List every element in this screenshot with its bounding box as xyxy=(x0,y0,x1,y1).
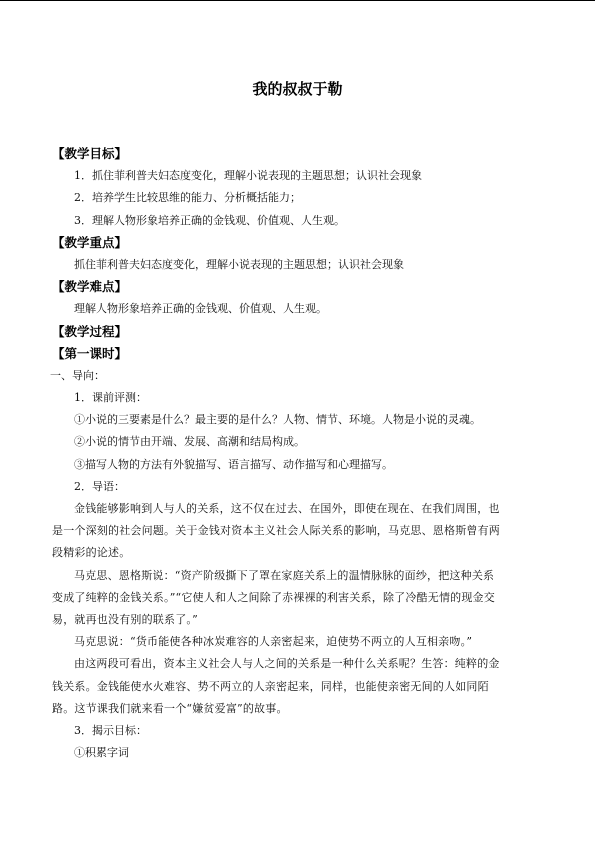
evaluation-item: ②小说的情节由开端、发展、高潮和结局构成。 xyxy=(74,435,305,449)
goal-item: 2．培养学生比较思维的能力、分析概括能力； xyxy=(74,191,301,205)
goal-item: 3．理解人物形象培养正确的金钱观、价值观、人生观。 xyxy=(74,213,345,227)
heading-first-lesson: 【第一课时】 xyxy=(52,345,128,361)
paragraph-line: 路。这节课我们就来看一个“嫌贫爱富”的故事。 xyxy=(52,701,288,715)
section-intro: 一、导向： xyxy=(50,368,105,382)
paragraph-line: 由这两段可看出，资本主义社会人与人之间的关系是一种什么关系呢？生答：纯粹的金 xyxy=(74,657,500,671)
document-title: 我的叔叔于勒 xyxy=(252,80,343,98)
reveal-goal-item: ①积累字词 xyxy=(74,746,129,760)
pre-evaluation-label: 1．课前评测： xyxy=(74,391,147,405)
key-points-text: 抓住菲利普夫妇态度变化，理解小说表现的主题思想；认识社会现象 xyxy=(74,257,404,271)
difficulties-text: 理解人物形象培养正确的金钱观、价值观、人生观。 xyxy=(74,302,327,316)
heading-teaching-process: 【教学过程】 xyxy=(52,323,128,339)
top-border-line xyxy=(0,0,595,1)
document-body xyxy=(52,143,542,764)
heading-key-points: 【教学重点】 xyxy=(52,234,128,250)
paragraph-line: 金钱能够影响到人与人的关系，这不仅在过去、在国外，即使在现在、在我们周围，也 xyxy=(74,502,500,515)
paragraph-line: 马克思、恩格斯说：“资产阶级撕下了罩在家庭关系上的温情脉脉的面纱，把这种关系 xyxy=(74,568,495,582)
evaluation-item: ①小说的三要素是什么？最主要的是什么？人物、情节、环境。人物是小说的灵魂。 xyxy=(74,413,481,427)
heading-difficulties: 【教学难点】 xyxy=(52,279,128,295)
paragraph-line: 马克思说：“货币能使各种冰炭难容的人亲密起来，迫使势不两立的人互相亲吻。” xyxy=(74,635,473,649)
reveal-goals-label: 3．揭示目标： xyxy=(74,723,147,737)
paragraph-line: 易，就再也没有别的联系了。” xyxy=(52,612,198,626)
heading-teaching-goals: 【教学目标】 xyxy=(52,146,128,161)
paragraph-line: 段精彩的论述。 xyxy=(52,546,131,560)
guide-label: 2．导语： xyxy=(74,479,125,493)
paragraph-line: 是一个深刻的社会问题。关于金钱对资本主义社会人际关系的影响，马克思、恩格斯曾有两 xyxy=(52,524,500,538)
evaluation-item: ③描写人物的方法有外貌描写、语言描写、动作描写和心理描写。 xyxy=(74,457,393,471)
paragraph-line: 变成了纯粹的金钱关系。”“它使人和人之间除了赤裸裸的利害关系，除了冷酷无情的现金交 xyxy=(52,590,495,604)
paragraph-line: 钱关系。金钱能使水火难容、势不两立的人亲密起来，同样，也能使亲密无间的人如同陌 xyxy=(52,679,489,693)
goal-item: 1．抓住菲利普夫妇态度变化，理解小说表现的主题思想；认识社会现象 xyxy=(74,169,422,183)
